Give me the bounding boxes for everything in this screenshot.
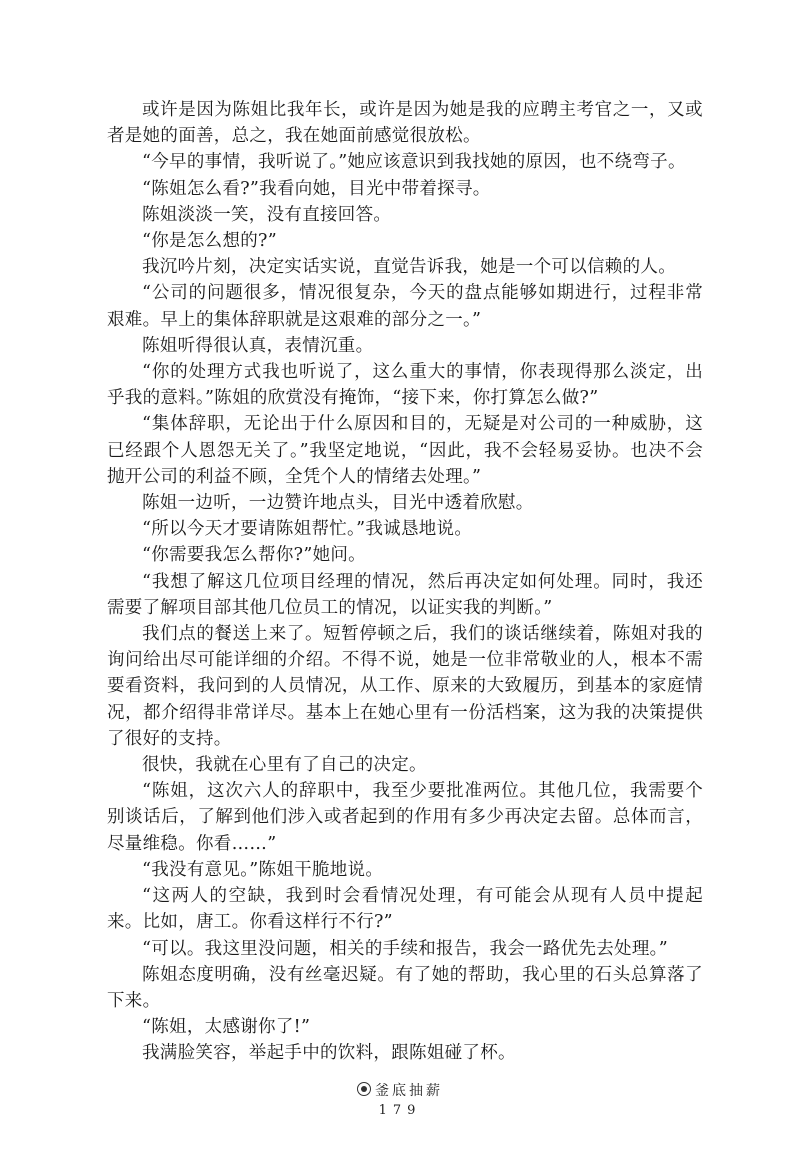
paragraph: 很快，我就在心里有了自己的决定。 <box>142 755 427 776</box>
paragraph: “集体辞职，无论出于什么原因和目的，无疑是对公司的一种威胁，这已经跟个人恩怨无关了。”我坚定地说，“因此，我不会轻易妥协。也决不会抛开公司的利益不顾，全凭个人的情绪去处理。” <box>107 414 703 487</box>
publisher-mark-icon <box>357 1082 371 1096</box>
paragraph: “你是怎么想的?” <box>142 231 277 252</box>
paragraph: “陈姐，太感谢你了!” <box>142 1017 311 1038</box>
paragraph: “今早的事情，我听说了。”她应该意识到我找她的原因，也不绕弯子。 <box>142 152 686 173</box>
paragraph: 陈姐态度明确，没有丝毫迟疑。有了她的帮助，我心里的石头总算落了下来。 <box>107 964 703 1011</box>
paragraph: 陈姐听得很认真，表情沉重。 <box>142 335 374 356</box>
paragraph: “可以。我这里没问题，相关的手续和报告，我会一路优先去处理。” <box>142 938 668 959</box>
page-number: 179 <box>378 1103 422 1118</box>
paragraph: 陈姐一边听，一边赞许地点头，目光中透着欣慰。 <box>142 493 534 514</box>
paragraph: “我没有意见。”陈姐干脆地说。 <box>142 859 384 880</box>
paragraph: 我沉吟片刻，决定实话实说，直觉告诉我，她是一个可以信赖的人。 <box>142 257 676 278</box>
paragraph: 我满脸笑容，举起手中的饮料，跟陈姐碰了杯。 <box>142 1043 516 1064</box>
paragraph: “陈姐怎么看?”我看向她，目光中带着探寻。 <box>142 178 491 199</box>
paragraph: 陈姐淡淡一笑，没有直接回答。 <box>142 204 392 225</box>
paragraph: “陈姐，这次六人的辞职中，我至少要批准两位。其他几位，我需要个别谈话后，了解到他们涉入或者起到的作用有多少再决定去留。总体而言，尽量维稳。你看……” <box>107 781 703 854</box>
book-title: 釜底抽薪 <box>375 1083 443 1099</box>
paragraph: “公司的问题很多，情况很复杂，今天的盘点能够如期进行，过程非常艰难。早上的集体辞职就是这艰难的部分之一。” <box>107 283 703 330</box>
paragraph: 或许是因为陈姐比我年长，或许是因为她是我的应聘主考官之一，又或者是她的面善，总之，我在她面前感觉很放松。 <box>107 100 703 147</box>
paragraph: “你的处理方式我也听说了，这么重大的事情，你表现得那么淡定，出乎我的意料。”陈姐的欣赏没有掩饰，“接下来，你打算怎么做?” <box>107 362 703 409</box>
page-body <box>107 97 703 1067</box>
paragraph: “你需要我怎么帮你?”她问。 <box>142 545 366 566</box>
paragraph: “我想了解这几位项目经理的情况，然后再决定如何处理。同时，我还需要了解项目部其他几位员工的情况，以证实我的判断。” <box>107 571 703 618</box>
paragraph: 我们点的餐送上来了。短暂停顿之后，我们的谈话继续着，陈姐对我的询问给出尽可能详细的介绍。不得不说，她是一位非常敬业的人，根本不需要看资料，我问到的人员情况，从工作、原来的大致履历，到基本的家庭情况，都介绍得非常详尽。基本上在她心里有一份活档案，这为我的决策提供了很好的支持。 <box>107 624 703 749</box>
running-footer <box>0 1080 800 1100</box>
paragraph: “所以今天才要请陈姐帮忙。”我诚恳地说。 <box>142 519 473 540</box>
paragraph: “这两人的空缺，我到时会看情况处理，有可能会从现有人员中提起来。比如，唐工。你看这样行不行?” <box>107 886 703 933</box>
